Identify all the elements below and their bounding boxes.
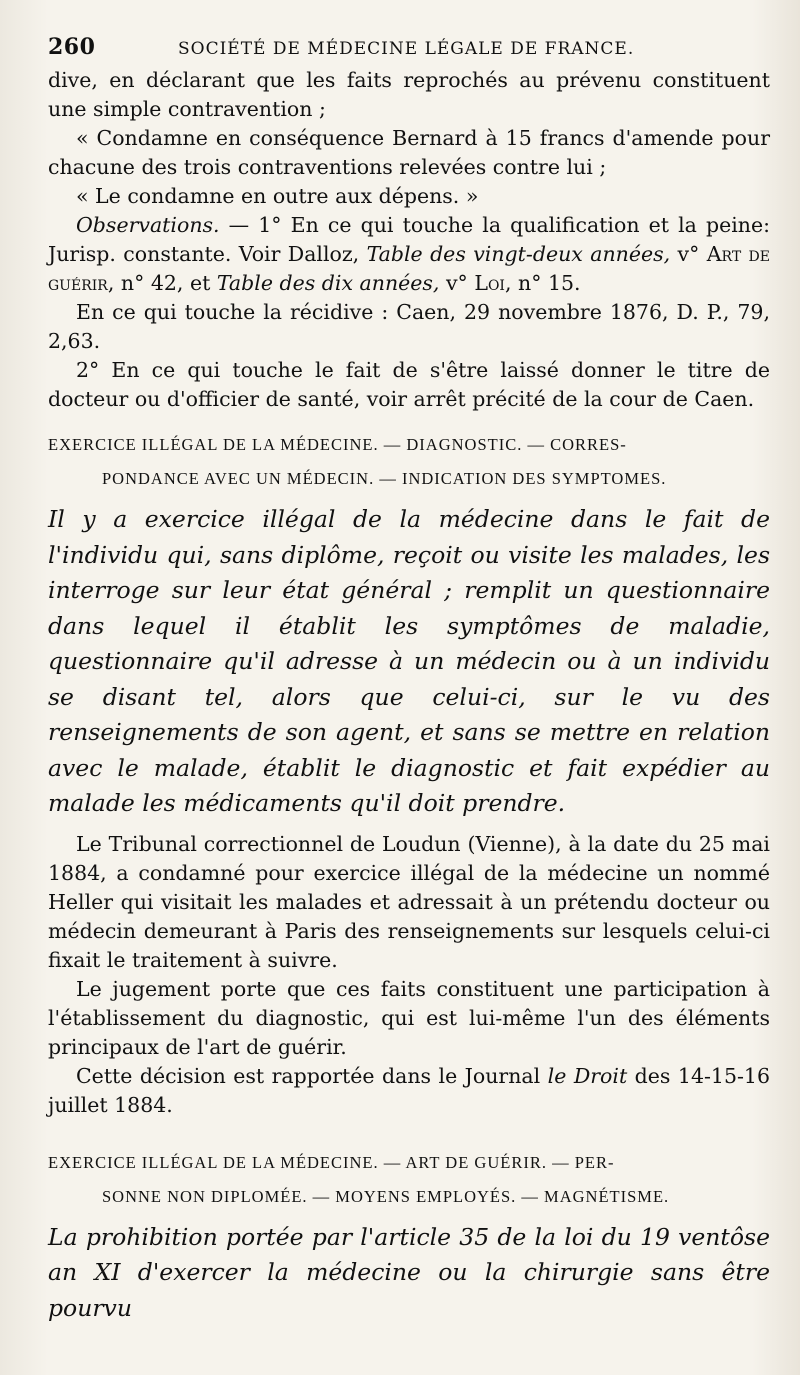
obs-sc-2: Loi, xyxy=(474,271,512,295)
section-title-1 xyxy=(48,428,770,496)
paragraph-decision-rapportee xyxy=(48,1062,770,1120)
page-header xyxy=(48,34,770,60)
obs-text-4: v° xyxy=(439,271,475,295)
obs-sc-1: Art de guérir, xyxy=(48,242,770,295)
section-title-2-line2: SONNE NON DIPLOMÉE. — MOYENS EMPLOYÉS. — MAGNÉTISME. xyxy=(102,1186,670,1206)
journal-title: le Droit xyxy=(547,1063,628,1088)
paragraph-recidive: En ce qui touche la récidive : Caen, 29 novembre 1876, D. P., 79, 2,63. xyxy=(48,300,770,353)
observations-label: Observations. xyxy=(76,213,220,237)
section-1-summary: Il y a exercice illégal de la médecine dans le fait de l'individu qui, sans diplôme, reçoit ou visite les malades, les interroge sur leur état général ; remplit un questionnaire dans lequel il établit les symptômes de maladie, questionnaire qu'il adresse à un médecin ou à un individu se disant tel, alors que celui-ci, sur le vu des renseignements de son agent, et sans se mettre en relation avec le malade, établit le diagnostic et fait expédier au malade les médicaments qu'il doit prendre. xyxy=(48,505,770,817)
section-title-2-line1: EXERCICE ILLÉGAL DE LA MÉDECINE. — ART DE GUÉRIR. — PER- xyxy=(48,1152,615,1172)
obs-text-3: n° 42, et xyxy=(114,271,217,295)
section-title-2 xyxy=(48,1146,770,1214)
paragraph-depens: « Le condamne en outre aux dépens. » xyxy=(76,184,479,208)
section-title-1-line1: EXERCICE ILLÉGAL DE LA MÉDECINE. — DIAGNOSTIC. — CORRES- xyxy=(48,435,627,454)
obs-ref-2: Table des dix années, xyxy=(216,271,440,295)
paragraph-jugement: Le jugement porte que ces faits constituent une participation à l'établissement du diagnostic, qui est lui-même l'un des éléments principaux de l'art de guérir. xyxy=(48,976,770,1059)
obs-text-5: n° 15. xyxy=(511,271,581,295)
paragraph-decision-end: dive, en déclarant que les faits reprochés au prévenu constituent une simple contravention ; xyxy=(48,68,770,121)
decision-text-b: des 14-15-16 juillet 1884. xyxy=(48,1063,771,1117)
page-number: 260 xyxy=(48,34,96,60)
obs-text-2: v° xyxy=(670,242,707,266)
paragraph-titre-docteur: 2° En ce qui touche le fait de s'être laissé donner le titre de docteur ou d'officier de santé, voir arrêt précité de la cour de Caen. xyxy=(48,358,770,411)
paragraph-condamne: « Condamne en conséquence Bernard à 15 francs d'amende pour chacune des trois contraventions relevées contre lui ; xyxy=(48,126,770,179)
paragraph-tribunal-loudun: Le Tribunal correctionnel de Loudun (Vienne), à la date du 25 mai 1884, a condamné pour exercice illégal de la médecine un nommé Heller qui visitait les malades et adressait à un prétendu docteur ou médecin demeurant à Paris des renseignements sur lesquels celui-ci fixait le traitement à suivre. xyxy=(48,831,770,972)
section-2-summary: La prohibition portée par l'article 35 de la loi du 19 ventôse an XI d'exercer la médecine ou la chirurgie sans être pourvu xyxy=(48,1222,770,1322)
obs-ref-1: Table des vingt-deux années, xyxy=(366,242,671,266)
paragraph-observations xyxy=(48,211,770,298)
running-title: SOCIÉTÉ DE MÉDECINE LÉGALE DE FRANCE. xyxy=(178,39,635,59)
section-title-1-line2: PONDANCE AVEC UN MÉDECIN. — INDICATION DES SYMPTOMES. xyxy=(102,469,667,488)
decision-text-a: Cette décision est rapportée dans le Journal xyxy=(76,1063,548,1088)
obs-text-1: — 1° En ce qui touche la qualification et la peine: Jurisp. constante. Voir Dalloz, xyxy=(48,213,770,266)
